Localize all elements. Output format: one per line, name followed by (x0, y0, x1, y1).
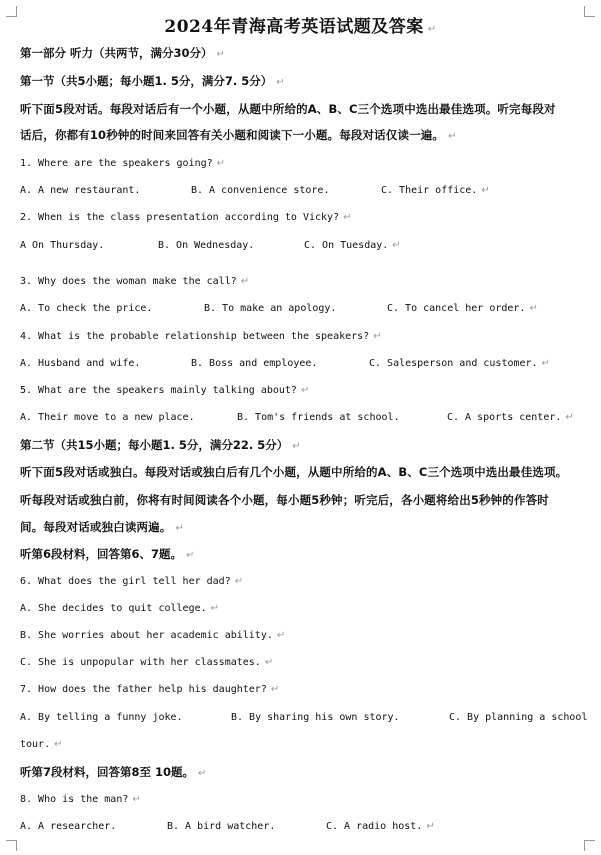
question-1: 1. Where are the speakers going? ↵ (20, 158, 226, 169)
document-title: 2024年青海高考英语试题及答案 ↵ (164, 17, 437, 37)
option-b: B. Tom's friends at school. (237, 412, 400, 423)
question-3: 3. Why does the woman make the call? ↵ (20, 276, 250, 287)
option-b: B. By sharing his own story. (231, 712, 400, 723)
question-4: 4. What is the probable relationship between the speakers? ↵ (20, 331, 382, 342)
option-c: C. She is unpopular with her classmates. ↵ (20, 657, 274, 668)
option-b: B. Boss and employee. (191, 358, 318, 369)
part-heading: 第一部分 听力（共两节，满分30分） ↵ (20, 46, 225, 60)
section1-heading: 第一节（共5小题；每小题1. 5分，满分7. 5分） ↵ (20, 74, 285, 88)
option-c: C. Their office. ↵ (381, 185, 490, 196)
option-a: A. A new restaurant. (20, 185, 141, 196)
corner-mark (6, 840, 17, 851)
option-a: A. To check the price. (20, 303, 153, 314)
option-a: A. Their move to a new place. (20, 412, 195, 423)
material-6-heading: 听第6段材料，回答第6、7题。 ↵ (20, 547, 195, 561)
question-8: 8. Who is the man? ↵ (20, 794, 141, 805)
section2-instructions: 听每段对话或独白前，你将有时间阅读各个小题，每小题5秒钟；听完后，各小题将给出5秒钟的作答时 (20, 493, 549, 507)
option-c: C. By planning a school (449, 712, 588, 723)
option-c-continued: tour. ↵ (20, 739, 63, 750)
option-a: A. A researcher. (20, 821, 117, 832)
section2-heading: 第二节（共15小题；每小题1. 5分，满分22. 5分） ↵ (20, 438, 301, 452)
section2-instructions: 间。每段对话或独白读两遍。 ↵ (20, 520, 184, 534)
section2-instructions: 听下面5段对话或独白。每段对话或独白后有几个小题，从题中所给的A、B、C三个选项中选出最佳选项。 (20, 465, 568, 479)
option-b: B. A convenience store. (191, 185, 330, 196)
option-c: C. To cancel her order. ↵ (387, 303, 538, 314)
option-a: A On Thursday. (20, 240, 105, 251)
option-b: B. To make an apology. (204, 303, 337, 314)
corner-mark (584, 840, 595, 851)
question-5: 5. What are the speakers mainly talking about? ↵ (20, 385, 310, 396)
option-b: B. A bird watcher. (167, 821, 276, 832)
option-b: B. On Wednesday. (158, 240, 255, 251)
option-b: B. She worries about her academic ability. ↵ (20, 630, 286, 641)
option-c: C. Salesperson and customer. ↵ (369, 358, 550, 369)
option-c: C. On Tuesday. ↵ (304, 240, 401, 251)
option-c: C. A radio host. ↵ (326, 821, 435, 832)
question-2: 2. When is the class presentation according to Vicky? ↵ (20, 212, 352, 223)
question-7: 7. How does the father help his daughter? ↵ (20, 684, 280, 695)
option-a: A. By telling a funny joke. (20, 712, 183, 723)
option-a: A. She decides to quit college. ↵ (20, 603, 220, 614)
question-6: 6. What does the girl tell her dad? ↵ (20, 576, 244, 587)
option-c: C. A sports center. ↵ (447, 412, 574, 423)
section1-instructions: 听下面5段对话。每段对话后有一个小题，从题中所给的A、B、C三个选项中选出最佳选项。听完每段对 (20, 102, 556, 116)
option-a: A. Husband and wife. (20, 358, 141, 369)
material-7-heading: 听第7段材料，回答第8至 10题。 ↵ (20, 765, 207, 779)
section1-instructions: 话后，你都有10秒钟的时间来回答有关小题和阅读下一小题。每段对话仅读一遍。 ↵ (20, 128, 457, 142)
